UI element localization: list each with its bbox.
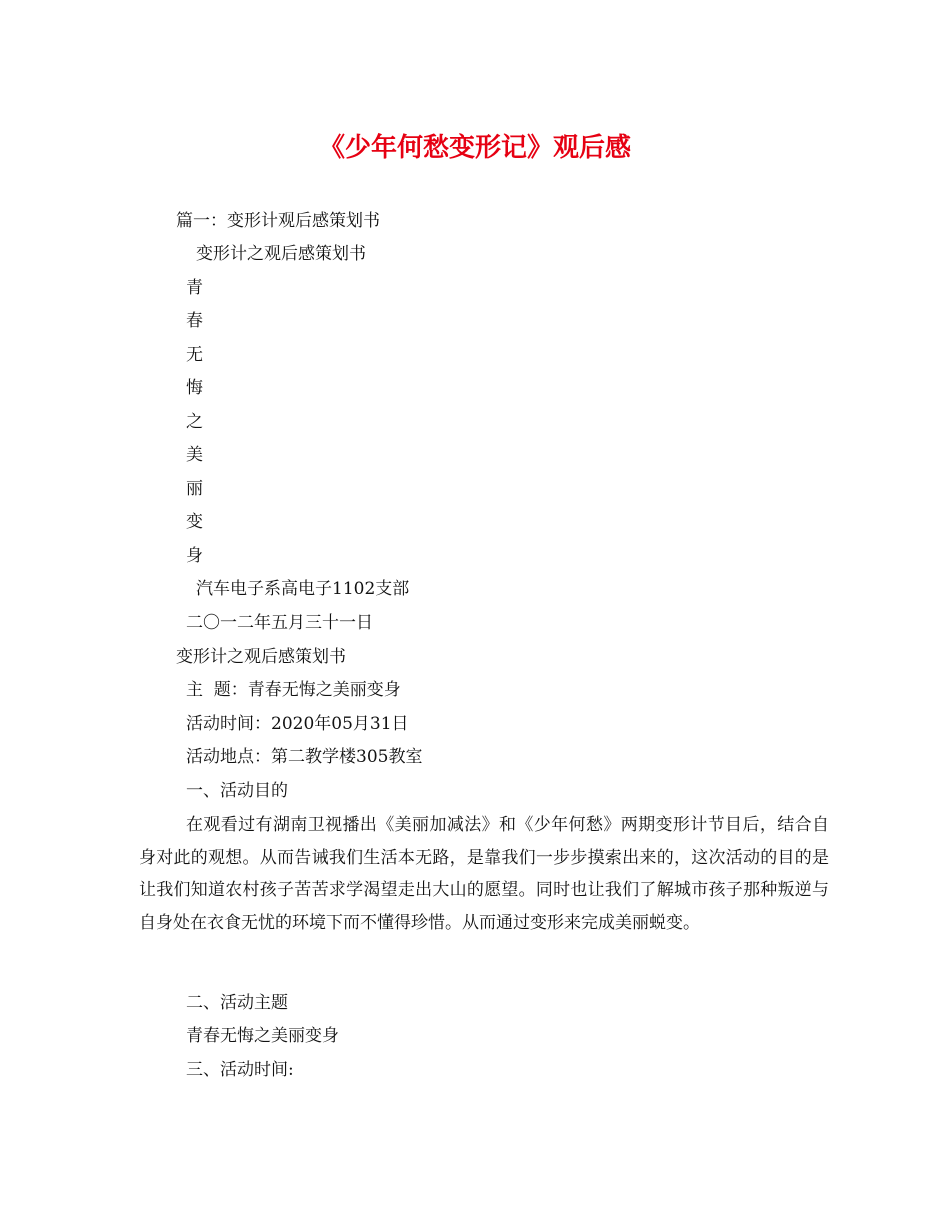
section2-heading: 二、活动主题 xyxy=(186,993,288,1013)
section3-heading: 三、活动时间: xyxy=(186,1060,294,1080)
vertical-char: 身 xyxy=(186,546,203,566)
vertical-char: 春 xyxy=(186,311,203,331)
department-line: 汽车电子系高电子1102支部 xyxy=(196,579,410,599)
vertical-char: 变 xyxy=(186,512,203,532)
place-line: 活动地点：第二教学楼305教室 xyxy=(186,747,423,767)
date-line: 二〇一二年五月三十一日 xyxy=(186,613,373,633)
section2-text: 青春无悔之美丽变身 xyxy=(186,1026,339,1046)
document-title: 《少年何愁变形记》观后感 xyxy=(318,133,631,163)
vertical-char: 无 xyxy=(186,345,203,365)
section1-heading: 一、活动目的 xyxy=(186,781,288,801)
time-line: 活动时间：2020年05月31日 xyxy=(186,714,409,734)
plan-title: 变形计之观后感策划书 xyxy=(176,647,346,667)
vertical-char: 丽 xyxy=(186,479,203,499)
cover-subtitle: 变形计之观后感策划书 xyxy=(196,244,366,264)
theme-line: 主 题：青春无悔之美丽变身 xyxy=(186,680,401,700)
vertical-char: 之 xyxy=(186,412,203,432)
vertical-char: 青 xyxy=(186,278,203,298)
vertical-char: 悔 xyxy=(186,378,203,398)
vertical-char: 美 xyxy=(186,445,203,465)
section1-paragraph: 在观看过有湖南卫视播出《美丽加减法》和《少年何愁》两期变形计节目后，结合自身对此的观想。从而告诫我们生活本无路，是靠我们一步步摸索出来的，这次活动的目的是让我们知道农村孩子苦苦求学渴望走出大山的愿望。同时也让我们了解城市孩子那种叛逆与自身处在衣食无忧的环境下而不懂得珍惜。从而通过变形来完成美丽蜕变。 xyxy=(139,815,829,933)
section-heading: 篇一：变形计观后感策划书 xyxy=(176,211,380,231)
